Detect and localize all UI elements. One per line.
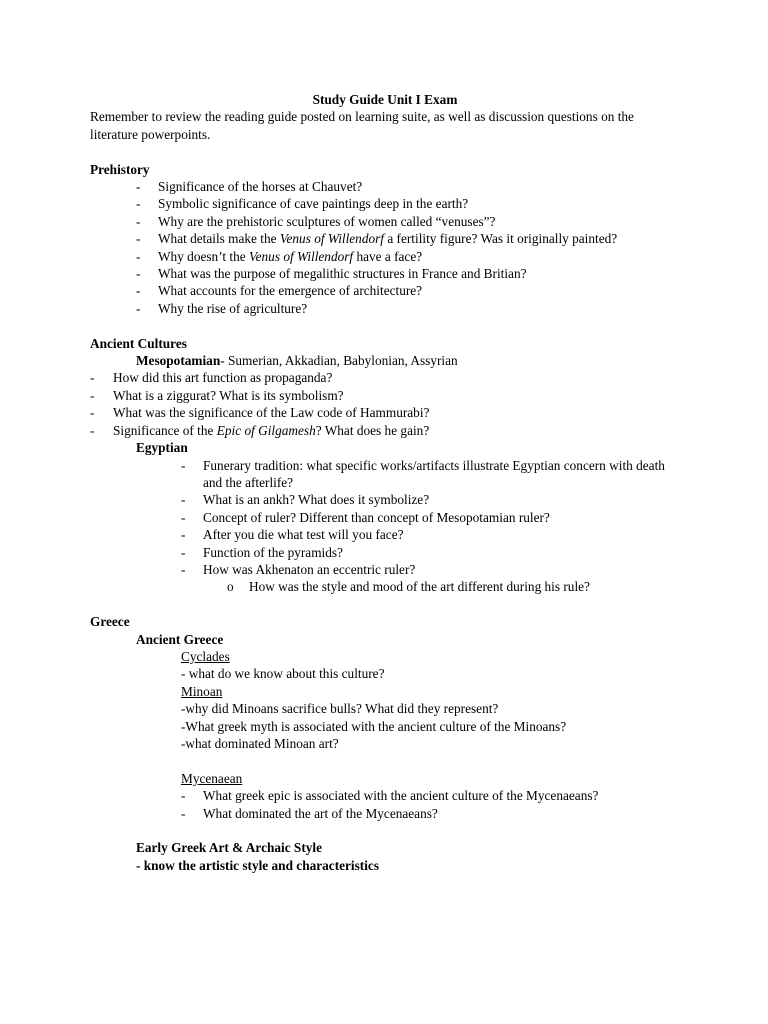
mesopotamian-cultures: - Sumerian, Akkadian, Babylonian, Assyrian — [220, 353, 458, 369]
list-item: - Significance of the horses at Chauvet? — [136, 179, 363, 195]
mesopotamian-list — [90, 369, 680, 439]
dash-bullet: - — [181, 492, 186, 508]
list-item: - Concept of ruler? Different than concept of Mesopotamian ruler? — [181, 509, 550, 525]
dash-bullet: - — [136, 231, 141, 247]
list-item: - Why are the prehistoric sculptures of women called “venuses”? — [136, 213, 496, 229]
dash-bullet: - — [181, 509, 186, 525]
dash-bullet: - — [90, 387, 95, 403]
dash-bullet: - — [90, 405, 95, 421]
mesopotamian-subheading — [136, 352, 680, 369]
egyptian-subheading: Egyptian — [136, 440, 188, 456]
list-item: -what dominated Minoan art? — [181, 735, 339, 751]
minoan-list — [181, 700, 680, 752]
egyptian-sublist — [90, 578, 680, 595]
section-heading-greece: Greece — [90, 614, 130, 630]
cyclades-list — [181, 665, 680, 682]
list-item: - Why the rise of agriculture? — [136, 300, 308, 316]
dash-bullet: - — [181, 527, 186, 543]
list-item: -why did Minoans sacrifice bulls? What did they represent? — [181, 701, 499, 717]
list-item: - What accounts for the emergence of architecture? — [136, 283, 423, 299]
list-item: - Significance of the Epic of Gilgamesh? What does he gain? — [90, 422, 430, 438]
list-item: -What greek myth is associated with the ancient culture of the Minoans? — [181, 718, 567, 734]
list-item: - Symbolic significance of cave paintings deep in the earth? — [136, 196, 469, 212]
dash-bullet: - — [136, 283, 141, 299]
work-title: Venus of Willendorf — [279, 231, 384, 247]
dash-bullet: - — [136, 179, 141, 195]
section-heading-ancient-cultures: Ancient Cultures — [90, 335, 187, 351]
dash-bullet: - — [136, 300, 141, 316]
list-item: - What was the purpose of megalithic structures in France and Britian? — [136, 266, 527, 282]
list-item: - What greek epic is associated with the ancient culture of the Mycenaeans? — [181, 788, 599, 804]
early-greek-note: - know the artistic style and characteristics — [136, 857, 379, 873]
list-item: - After you die what test will you face? — [181, 527, 404, 543]
list-item: - what do we know about this culture? — [181, 666, 385, 682]
list-item: - Function of the pyramids? — [181, 544, 343, 560]
prehistory-list — [90, 178, 680, 317]
egyptian-list — [90, 457, 680, 579]
list-item: - Funerary tradition: what specific works/artifacts illustrate Egyptian concern with death and the afterlife? — [181, 457, 665, 490]
mycenaean-list — [90, 787, 680, 822]
list-item: - How did this art function as propaganda? — [90, 370, 333, 386]
dash-bullet: - — [136, 213, 141, 229]
early-greek-heading: Early Greek Art & Archaic Style — [136, 840, 323, 856]
work-title: Epic of Gilgamesh — [216, 422, 316, 438]
list-item: o How was the style and mood of the art different during his rule? — [227, 579, 590, 595]
circle-bullet: o — [227, 579, 234, 595]
list-item: - What is a ziggurat? What is its symbolism? — [90, 387, 344, 403]
list-item: - What dominated the art of the Mycenaeans? — [181, 805, 438, 821]
dash-bullet: - — [181, 805, 186, 821]
cyclades-label: Cyclades — [181, 648, 230, 664]
mesopotamian-label: Mesopotamian — [136, 353, 221, 369]
mycenaean-label: Mycenaean — [181, 770, 243, 786]
dash-bullet: - — [181, 561, 186, 577]
list-item: - How was Akhenaton an eccentric ruler? — [181, 561, 416, 577]
document-title: Study Guide Unit I Exam — [312, 92, 458, 107]
study-guide — [90, 91, 680, 874]
list-item: - What was the significance of the Law code of Hammurabi? — [90, 405, 430, 421]
work-title: Venus of Willendorf — [248, 248, 354, 264]
dash-bullet: - — [136, 266, 141, 282]
ancient-greece-subheading: Ancient Greece — [136, 631, 224, 647]
dash-bullet: - — [181, 788, 186, 804]
dash-bullet: - — [90, 422, 95, 438]
minoan-label: Minoan — [181, 683, 223, 699]
section-heading-prehistory: Prehistory — [90, 161, 150, 177]
list-item: - What details make the Venus of Willendorf a fertility figure? Was it originally painted? — [136, 231, 618, 247]
dash-bullet: - — [90, 370, 95, 386]
list-item: - What is an ankh? What does it symbolize? — [181, 492, 430, 508]
dash-bullet: - — [181, 544, 186, 560]
list-item: - Why doesn’t the Venus of Willendorf have a face? — [136, 248, 423, 264]
dash-bullet: - — [136, 248, 141, 264]
dash-bullet: - — [136, 196, 141, 212]
dash-bullet: - — [181, 457, 186, 473]
intro-paragraph: Remember to review the reading guide posted on learning suite, as well as discussion questions on the literature powerpoints. — [90, 109, 634, 142]
